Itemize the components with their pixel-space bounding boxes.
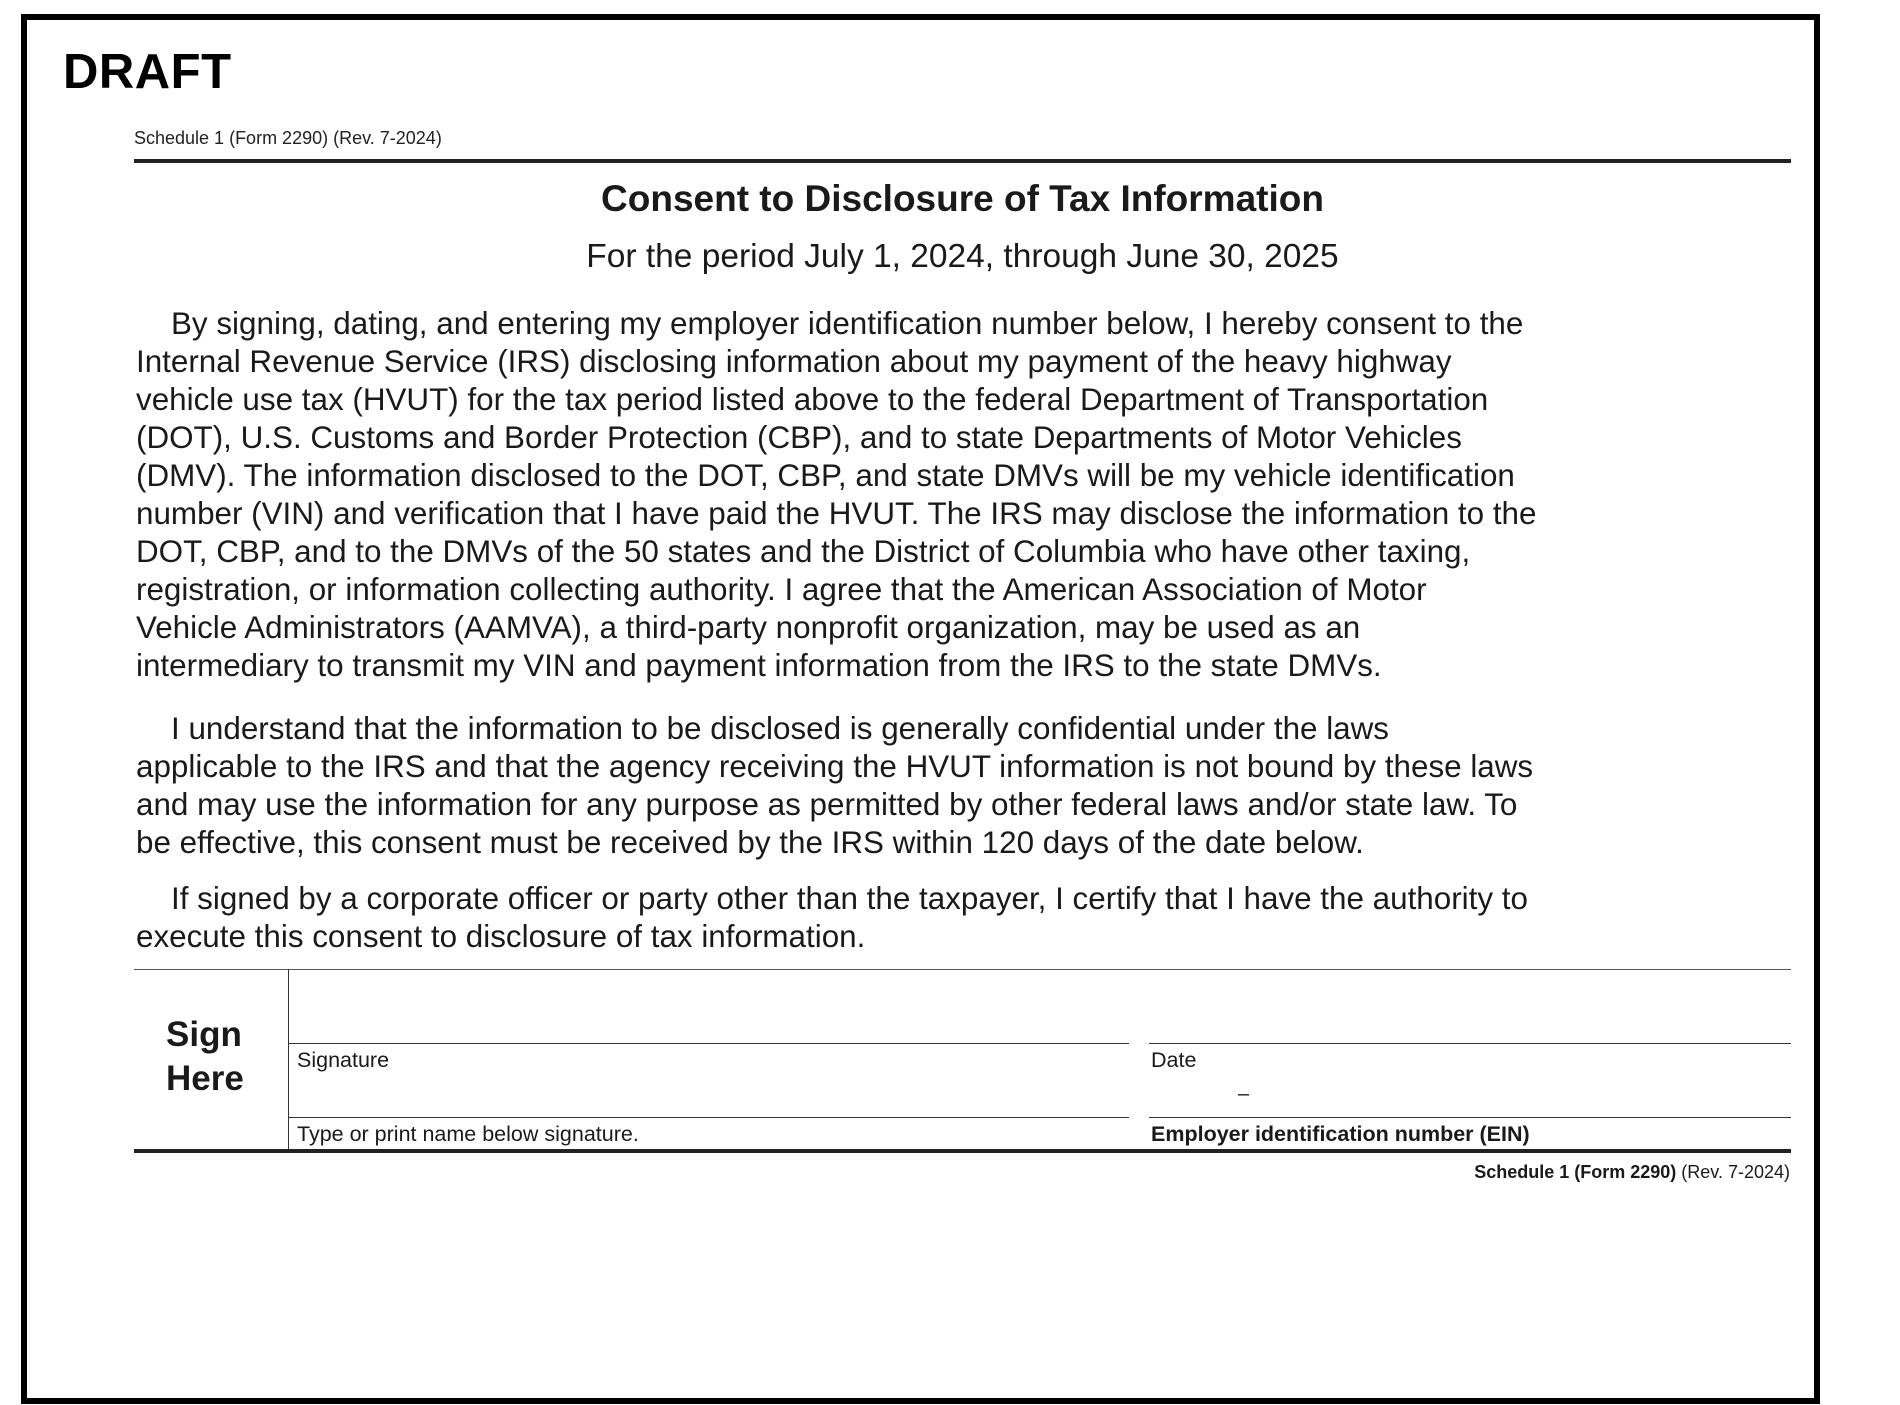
footer-form-id bbox=[1474, 1163, 1790, 1181]
signature-field[interactable] bbox=[289, 1043, 1129, 1044]
text-line: execute this consent to disclosure of tax information. bbox=[136, 919, 866, 954]
page-border bbox=[21, 14, 1820, 1404]
footer-form-name: Schedule 1 (Form 2290) bbox=[1474, 1162, 1677, 1182]
printed-name-label: Type or print name below signature. bbox=[297, 1122, 639, 1146]
text-line: I understand that the information to be disclosed is generally confidential under the laws bbox=[171, 711, 1389, 746]
printed-name-field[interactable] bbox=[289, 1117, 1129, 1118]
form-identifier: Schedule 1 (Form 2290) (Rev. 7-2024) bbox=[134, 128, 442, 148]
ein-field[interactable] bbox=[1149, 1117, 1791, 1118]
ein-separator: – bbox=[1238, 1083, 1250, 1105]
text-line: number (VIN) and verification that I have paid the HVUT. The IRS may disclose the information to the bbox=[136, 496, 1537, 531]
consent-paragraph-1 bbox=[136, 305, 1796, 685]
text-line: vehicle use tax (HVUT) for the tax period listed above to the federal Department of Transportation bbox=[136, 382, 1489, 417]
ein-label: Employer identification number (EIN) bbox=[1151, 1122, 1530, 1146]
consent-paragraph-2 bbox=[136, 710, 1796, 862]
text-line: Internal Revenue Service (IRS) disclosing information about my payment of the heavy highway bbox=[136, 344, 1452, 379]
sign-section-divider bbox=[288, 969, 289, 1152]
header-rule bbox=[134, 159, 1791, 163]
sign-section-bottom-rule bbox=[134, 1149, 1791, 1153]
text-line: If signed by a corporate officer or party other than the taxpayer, I certify that I have the authority to bbox=[171, 881, 1528, 916]
draft-watermark: DRAFT bbox=[63, 45, 232, 99]
tax-period-subtitle: For the period July 1, 2024, through June 30, 2025 bbox=[586, 238, 1339, 275]
sign-here-heading bbox=[166, 1013, 244, 1101]
text-line: DOT, CBP, and to the DMVs of the 50 states and the District of Columbia who have other taxing, bbox=[136, 534, 1471, 569]
text-line: registration, or information collecting authority. I agree that the American Association of Motor bbox=[136, 572, 1427, 607]
date-label: Date bbox=[1151, 1048, 1197, 1072]
consent-paragraph-3 bbox=[136, 880, 1796, 956]
text-line: (DOT), U.S. Customs and Border Protection (CBP), and to state Departments of Motor Vehicles bbox=[136, 420, 1462, 455]
text-line: (DMV). The information disclosed to the DOT, CBP, and state DMVs will be my vehicle identification bbox=[136, 458, 1515, 493]
page-title: Consent to Disclosure of Tax Information bbox=[601, 178, 1324, 219]
signature-label: Signature bbox=[297, 1048, 390, 1072]
text-line: be effective, this consent must be received by the IRS within 120 days of the date below. bbox=[136, 825, 1364, 860]
text-line: and may use the information for any purpose as permitted by other federal laws and/or state law. To bbox=[136, 787, 1518, 822]
sign-here-line-1: Sign bbox=[166, 1015, 242, 1054]
footer-revision: (Rev. 7-2024) bbox=[1681, 1162, 1790, 1182]
sign-here-line-2: Here bbox=[166, 1059, 244, 1098]
date-field[interactable] bbox=[1149, 1043, 1791, 1044]
text-line: By signing, dating, and entering my employer identification number below, I hereby consent to the bbox=[171, 306, 1524, 341]
sign-section-top-rule bbox=[134, 969, 1791, 970]
text-line: Vehicle Administrators (AAMVA), a third-party nonprofit organization, may be used as an bbox=[136, 610, 1361, 645]
text-line: applicable to the IRS and that the agency receiving the HVUT information is not bound by these laws bbox=[136, 749, 1534, 784]
text-line: intermediary to transmit my VIN and payment information from the IRS to the state DMVs. bbox=[136, 648, 1382, 683]
